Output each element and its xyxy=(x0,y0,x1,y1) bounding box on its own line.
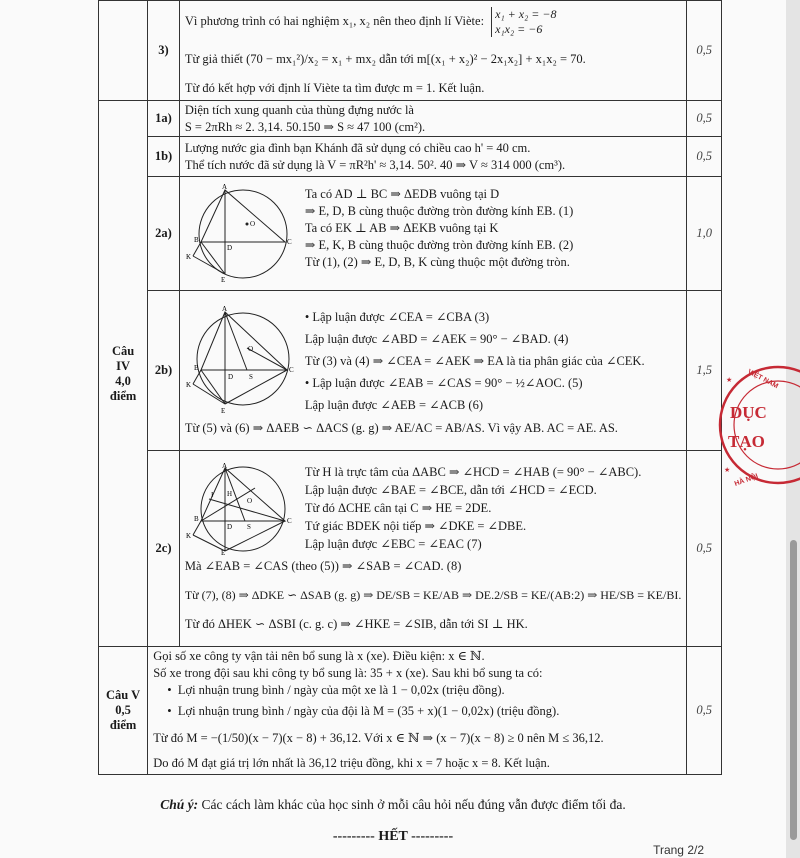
seal-stamp xyxy=(716,352,800,498)
label-o: O xyxy=(246,496,252,505)
page-number: Trang 2/2 xyxy=(653,843,704,857)
label-c: C xyxy=(286,237,292,246)
label-o: O xyxy=(249,219,255,228)
q3-line2: Từ giả thiết (70 − mx₁²)/x₂ = x₁ + mx₂ dẫn tới m[(x₁ + x₂)² − 2x₁x₂] + x₁x₂ = 70. xyxy=(184,51,586,66)
q4-1a-line2: S = 2πRh ≈ 2. 3,14. 50.150 ⇒ S ≈ 47 100 (cm²). xyxy=(184,119,426,134)
q4-2a-score: 1,0 xyxy=(687,177,722,291)
q4-2c-line: Từ đó ΔCHE cân tại C ⇒ HE = 2DE. xyxy=(304,500,492,515)
q4-2c-rest: Từ đó ΔHEK ∽ ΔSBI (c. g. c) ⇒ ∠HKE = ∠SIB, dẫn tới SI ⊥ HK. xyxy=(184,616,528,631)
q3-score: 0,5 xyxy=(687,1,722,101)
label-k: K xyxy=(185,531,191,540)
label-a: A xyxy=(221,462,227,470)
label-s: S xyxy=(246,522,251,531)
label-a: A xyxy=(221,183,227,191)
label-k: K xyxy=(185,252,191,261)
label-d: D xyxy=(226,243,232,252)
q4-2b-line: Lập luận được ∠AEB = ∠ACB (6) xyxy=(304,398,484,412)
label-b: B xyxy=(193,235,199,244)
q4-1a-label: 1a) xyxy=(148,101,180,137)
q4-2a-line: ⇒ E, K, B cùng thuộc đường tròn đường kính EB. (2) xyxy=(304,237,574,252)
label-c: C xyxy=(288,366,294,374)
label-e: E xyxy=(220,407,226,414)
row-q4-1a xyxy=(99,101,722,137)
figure-2c xyxy=(185,463,297,555)
end-marker: --------- HẾT --------- xyxy=(332,829,454,844)
figure-2b xyxy=(185,304,297,414)
label-e: E xyxy=(220,548,226,555)
q4-1a-score: 0,5 xyxy=(687,101,722,137)
q4-2c-rest: Mà ∠EAB = ∠CAS (theo (5)) ⇒ ∠SAB = ∠CAD. (8) xyxy=(184,558,462,573)
q4-2a-label: 2a) xyxy=(148,177,180,291)
label-a: A xyxy=(221,305,227,313)
q4-heading: Câu IV 4,0 điểm xyxy=(99,101,148,647)
q4-2c-line: Từ H là trực tâm của ΔABC ⇒ ∠HCD = ∠HAB (= 90° − ∠ABC). xyxy=(304,464,642,479)
q3-line1: Vì phương trình có hai nghiệm x₁, x₂ nên theo định lí Viète: xyxy=(184,13,485,28)
q4-2c-rest: Từ (7), (8) ⇒ ΔDKE ∽ ΔSAB (g. g) ⇒ DE/SB = KE/AB ⇒ DE.2/SB = KE/(AB:2) ⇒ HE/SB = KE/BI. xyxy=(184,587,682,602)
q4-1b-label: 1b) xyxy=(148,137,180,177)
scroll-thumb[interactable] xyxy=(790,540,797,840)
label-b: B xyxy=(193,364,199,372)
q3-content xyxy=(179,1,687,101)
footnote xyxy=(0,797,786,813)
label-k: K xyxy=(185,381,191,389)
q4-2a-line: Ta có AD ⊥ BC ⇒ ΔEDB vuông tại D xyxy=(304,186,500,201)
q4-2b-line: Lập luận được ∠ABD = ∠AEK = 90° − ∠BAD. (4) xyxy=(304,332,569,346)
q5-bullet: • Lợi nhuận trung bình / ngày của một xe là 1 − 0,02x (triệu đồng). xyxy=(167,682,505,697)
svg-text:★: ★ xyxy=(726,376,733,384)
q3-line3: Từ đó kết hợp với định lí Viète ta tìm được m = 1. Kết luận. xyxy=(184,80,485,95)
q5-line: Gọi số xe công ty vận tải nên bổ sung là x (xe). Điều kiện: x ∈ ℕ. xyxy=(153,648,485,663)
q4-2a-line: ⇒ E, D, B cùng thuộc đường tròn đường kính EB. (1) xyxy=(304,203,574,218)
q4-2b-line: Từ (3) và (4) ⇒ ∠CEA = ∠AEK ⇒ EA là tia phân giác của ∠CEK. xyxy=(304,354,645,368)
q4-1b-line1: Lượng nước gia đình bạn Khánh đã sử dụng có chiều cao h' = 40 cm. xyxy=(184,140,531,155)
q5-score: 0,5 xyxy=(687,647,722,775)
figure-2a xyxy=(185,184,297,284)
q4-1b-score: 0,5 xyxy=(687,137,722,177)
q4-2c-line: Lập luận được ∠BAE = ∠BCE, dẫn tới ∠HCD = ∠ECD. xyxy=(304,482,597,497)
q4-2c-score: 0,5 xyxy=(687,451,722,647)
answer-table xyxy=(98,0,722,775)
row-q4-2c xyxy=(99,451,722,647)
q4-2c-line: Tứ giác BDEK nội tiếp ⇒ ∠DKE = ∠DBE. xyxy=(304,518,527,533)
q5-bullet: • Lợi nhuận trung bình / ngày của đội là M = (35 + x)(1 − 0,02x) (triệu đồng). xyxy=(167,703,560,718)
row-q5 xyxy=(99,647,722,775)
q5-line-end2: Do đó M đạt giá trị lớn nhất là 36,12 triệu đồng, khi x = 7 hoặc x = 8. Kết luận. xyxy=(153,755,550,770)
row-q4-1b xyxy=(99,137,722,177)
label-d: D xyxy=(227,373,233,381)
label-b: B xyxy=(193,514,199,523)
label-i: I xyxy=(210,490,214,499)
label-d: D xyxy=(226,522,232,531)
label-h: H xyxy=(226,489,232,498)
q4-1a-line1: Diện tích xung quanh của thùng đựng nước là xyxy=(184,102,414,117)
q4-2b-conclusion: Từ (5) và (6) ⇒ ΔAEB ∽ ΔACS (g. g) ⇒ AE/AC = AB/AS. Vì vậy AB. AC = AE. AS. xyxy=(184,421,618,435)
q4-2c-line: Lập luận được ∠EBC = ∠EAC (7) xyxy=(304,536,482,551)
q4-2b-label: 2b) xyxy=(148,291,180,451)
q5-heading: Câu V 0,5 điểm xyxy=(99,647,148,775)
row-q4-2b xyxy=(99,291,722,451)
note-label: Chú ý: xyxy=(160,797,199,812)
q4-1b-line2: Thể tích nước đã sử dụng là V = πR²h' ≈ 3,14. 50². 40 ⇒ V ≈ 314 000 (cm³). xyxy=(184,157,566,172)
q4-2b-line: • Lập luận được ∠CEA = ∠CBA (3) xyxy=(304,310,490,324)
note-text: Các cách làm khác của học sinh ở mỗi câu hỏi nếu đúng vẫn được điểm tối đa. xyxy=(201,797,626,812)
svg-text:TẠO: TẠO xyxy=(728,432,765,451)
label-o: O xyxy=(247,345,253,353)
q4-2b-score: 1,5 xyxy=(687,291,722,451)
label-c: C xyxy=(286,516,292,525)
row-q3 xyxy=(99,1,722,101)
q5-content xyxy=(148,647,687,775)
row-q4-2a xyxy=(99,177,722,291)
label-s: S xyxy=(248,373,253,381)
q3-system: x₁ + x₂ = −8 x₁x₂ = −6 xyxy=(491,7,556,37)
q4-2a-line: Từ (1), (2) ⇒ E, D, B, K cùng thuộc một đường tròn. xyxy=(304,254,570,269)
q4-2c-label: 2c) xyxy=(148,451,180,647)
label-e: E xyxy=(220,275,226,284)
q4-2a-line: Ta có EK ⊥ AB ⇒ ΔEKB vuông tại K xyxy=(304,220,499,235)
svg-text:DỤC: DỤC xyxy=(730,403,767,422)
q5-line-end1: Từ đó M = −(1/50)(x − 7)(x − 8) + 36,12. Với x ∈ ℕ ⇒ (x − 7)(x − 8) ≥ 0 nên M ≤ 36,12. xyxy=(153,730,604,745)
svg-text:★: ★ xyxy=(724,466,731,474)
q5-line: Số xe trong đội sau khi công ty bổ sung là: 35 + x (xe). Sau khi bổ sung ta có: xyxy=(153,665,543,680)
q3-label: 3) xyxy=(148,1,180,101)
svg-text:VIỆT NAM: VIỆT NAM xyxy=(746,368,780,391)
svg-text:HÀ NỘI: HÀ NỘI xyxy=(733,472,760,488)
q4-2b-line: • Lập luận được ∠EAB = ∠CAS = 90° − ½∠AOC. (5) xyxy=(304,376,583,390)
